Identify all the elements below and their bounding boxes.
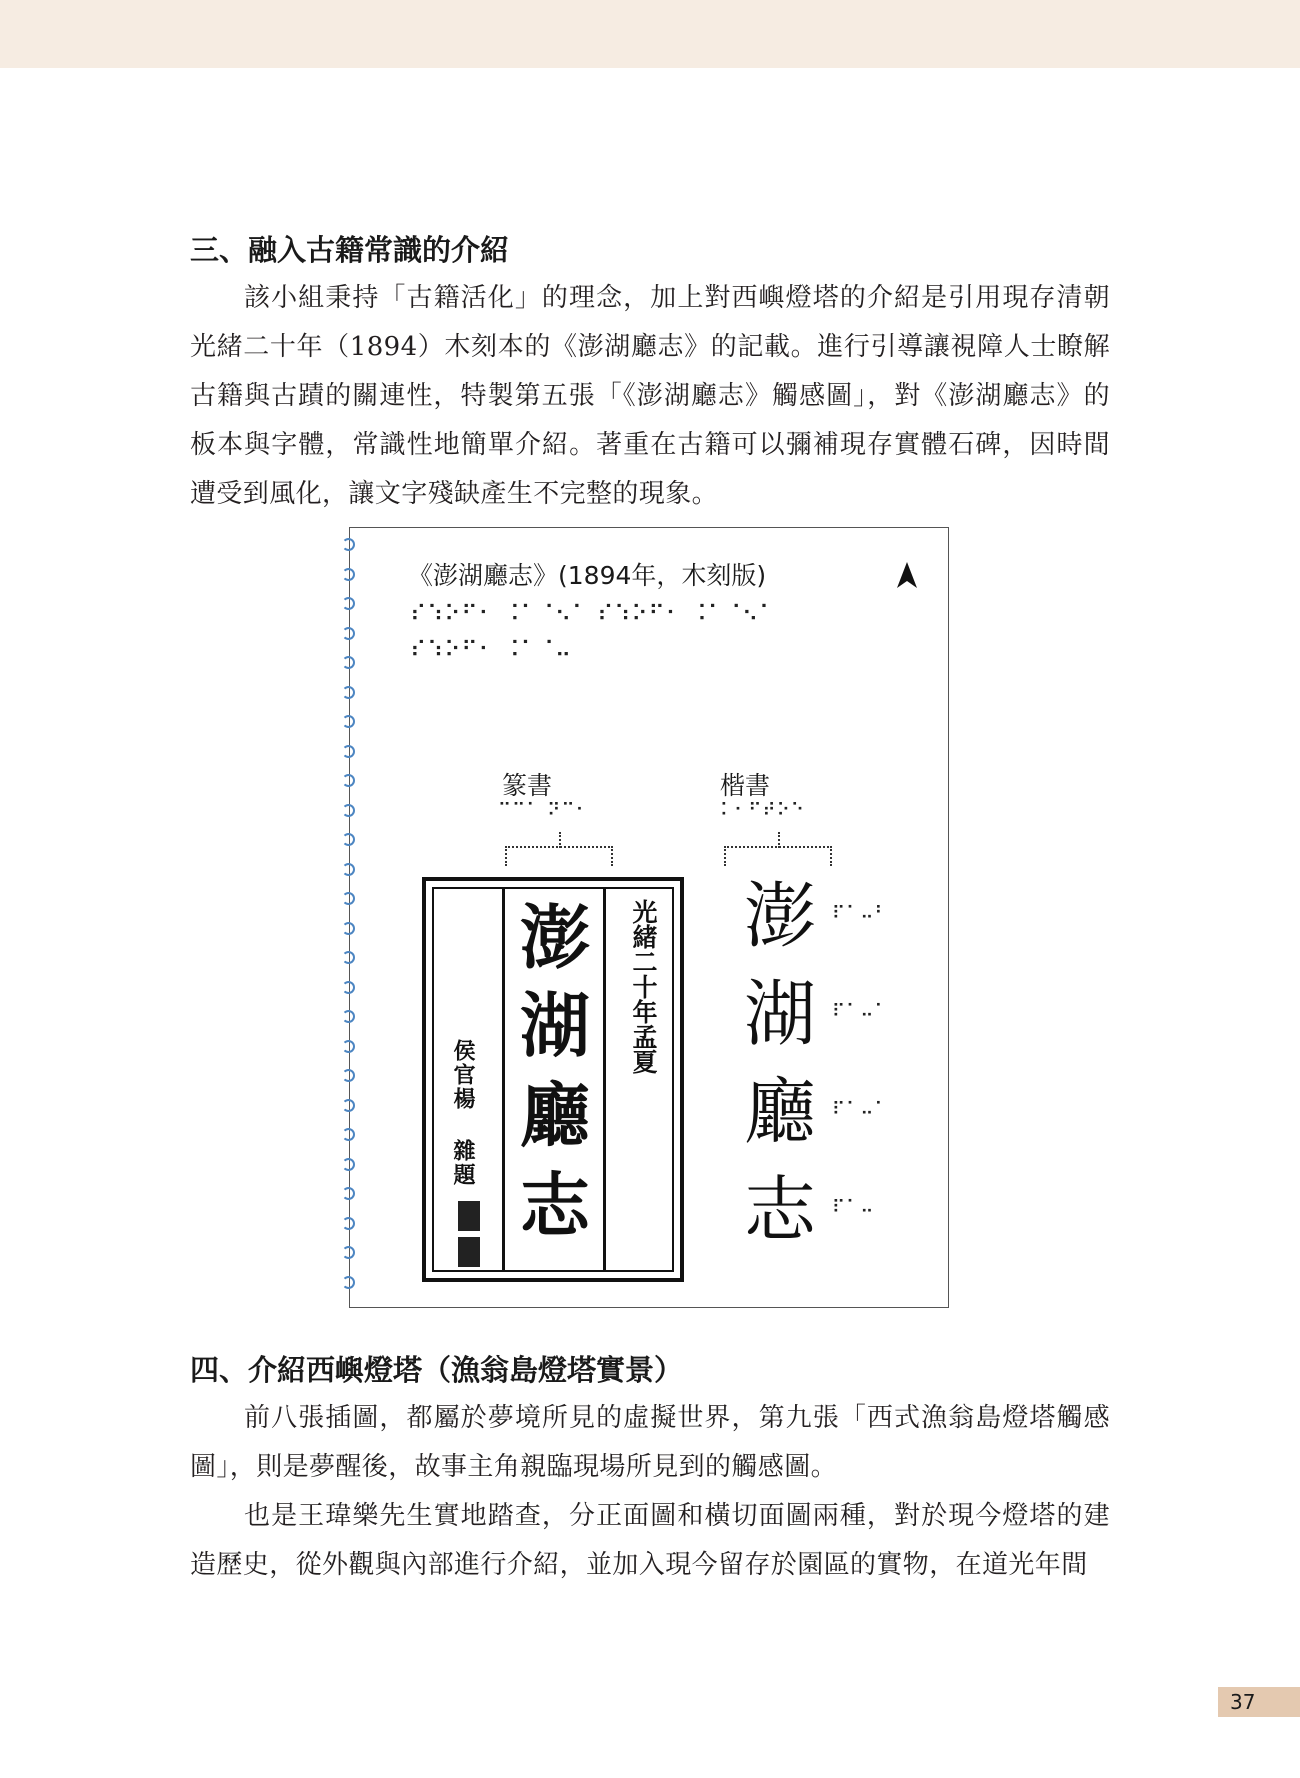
woodcut-title-page (422, 877, 684, 1282)
tactile-figure (349, 527, 949, 1308)
spiral-binding (342, 538, 366, 1298)
woodcut-seal-stamp-2 (458, 1237, 480, 1267)
regular-script-bracket (724, 846, 832, 866)
binding-ring (342, 1217, 355, 1230)
binding-ring (342, 1128, 355, 1141)
section-4-paragraph-2: 也是王瑋樂先生實地踏查，分正面圖和橫切面圖兩種，對於現今燈塔的建造歷史，從外觀與內部進行介紹，並加入現今留存於園區的實物，在道光年間 (190, 1501, 1110, 1580)
seal-script-label-braille: ⠉⠉⠁ ⠝⠉⠂ (498, 800, 590, 821)
seal-char-2: 湖 (520, 984, 590, 1067)
binding-ring (342, 1010, 355, 1023)
seal-script-label: 篆書 (502, 771, 553, 800)
binding-ring (342, 892, 355, 905)
regular-script-label-braille: ⠅⠂⠋⠞⠕⠑ (720, 800, 806, 821)
binding-ring (342, 745, 355, 758)
seal-char-4: 志 (520, 1164, 590, 1247)
binding-ring (342, 1276, 355, 1289)
binding-ring (342, 538, 355, 551)
figure-title-braille-line-2: ⠎⠱⠕⠋⠂ ⠨⠁⠈⠤ (410, 638, 573, 663)
binding-ring (342, 981, 355, 994)
section-4-paragraph-1: 前八張插圖，都屬於夢境所見的虛擬世界，第九張「西式漁翁島燈塔觸感圖」，則是夢醒後，故事主角親臨現場所見到的觸感圖。 (190, 1403, 1110, 1482)
regular-char-4: 志 (743, 1168, 816, 1252)
section-4-paragraphs (190, 1394, 1110, 1590)
binding-ring (342, 1158, 355, 1171)
woodcut-date-column (606, 889, 672, 1270)
seal-char-3: 廳 (520, 1074, 590, 1157)
figure-title: 《澎湖廳志》(1894年，木刻版) (408, 561, 767, 590)
binding-ring (342, 686, 355, 699)
regular-char-1: 澎 (743, 874, 816, 958)
regular-char-2-braille: ⠏⠁⠤⠁ (832, 1001, 889, 1022)
woodcut-seal-stamp-1 (458, 1201, 480, 1231)
section-3-paragraph (190, 274, 1110, 519)
north-arrow-icon (896, 562, 918, 588)
binding-ring (342, 656, 355, 669)
woodcut-left-column (434, 889, 505, 1270)
binding-ring (342, 951, 355, 964)
binding-ring (342, 1246, 355, 1259)
seal-char-1: 澎 (520, 896, 590, 979)
page-number: 37 (1218, 1687, 1300, 1717)
binding-ring (342, 1187, 355, 1200)
section-3-paragraph-text: 該小組秉持「古籍活化」的理念，加上對西嶼燈塔的介紹是引用現存清朝光緒二十年（1894）木刻本的《澎湖廳志》的記載。進行引導讓視障人士瞭解古籍與古蹟的關連性，特製第五張「《澎湖廳志》觸感圖」，對《澎湖廳志》的板本與字體，常識性地簡單介紹。著重在古籍可以彌補現存實體石碑，因時間遭受到風化，讓文字殘缺產生不完整的現象。 (190, 283, 1110, 509)
binding-ring (342, 922, 355, 935)
binding-ring (342, 1069, 355, 1082)
binding-ring (342, 863, 355, 876)
binding-ring (342, 627, 355, 640)
binding-ring (342, 833, 355, 846)
binding-ring (342, 1040, 355, 1053)
binding-ring (342, 715, 355, 728)
binding-ring (342, 597, 355, 610)
regular-char-4-braille: ⠏⠁⠤ (832, 1197, 875, 1218)
binding-ring (342, 774, 355, 787)
woodcut-date-text: 光緒二十年孟夏 (629, 899, 658, 1074)
section-4-heading: 四、介紹西嶼燈塔（漁翁島燈塔實景） (190, 1353, 684, 1387)
figure-title-braille-line-1: ⠎⠱⠕⠋⠂ ⠨⠁⠈⠢⠁ ⠎⠱⠕⠋⠂ ⠨⠁⠈⠢⠁ (410, 602, 777, 627)
section-3-heading: 三、融入古籍常識的介紹 (190, 233, 510, 267)
binding-ring (342, 804, 355, 817)
regular-char-2: 湖 (743, 972, 816, 1056)
header-band (0, 0, 1300, 68)
regular-char-3-braille: ⠏⠁⠤⠁ (832, 1099, 889, 1120)
woodcut-author-text: 侯官楊 雜題 (450, 1039, 476, 1187)
regular-char-1-braille: ⠏⠁⠤⠃ (832, 903, 889, 924)
binding-ring (342, 568, 355, 581)
woodcut-seal-column (505, 889, 606, 1270)
binding-ring (342, 1099, 355, 1112)
regular-script-label: 楷書 (720, 771, 771, 800)
seal-script-bracket (505, 846, 613, 866)
regular-char-3: 廳 (743, 1070, 816, 1154)
